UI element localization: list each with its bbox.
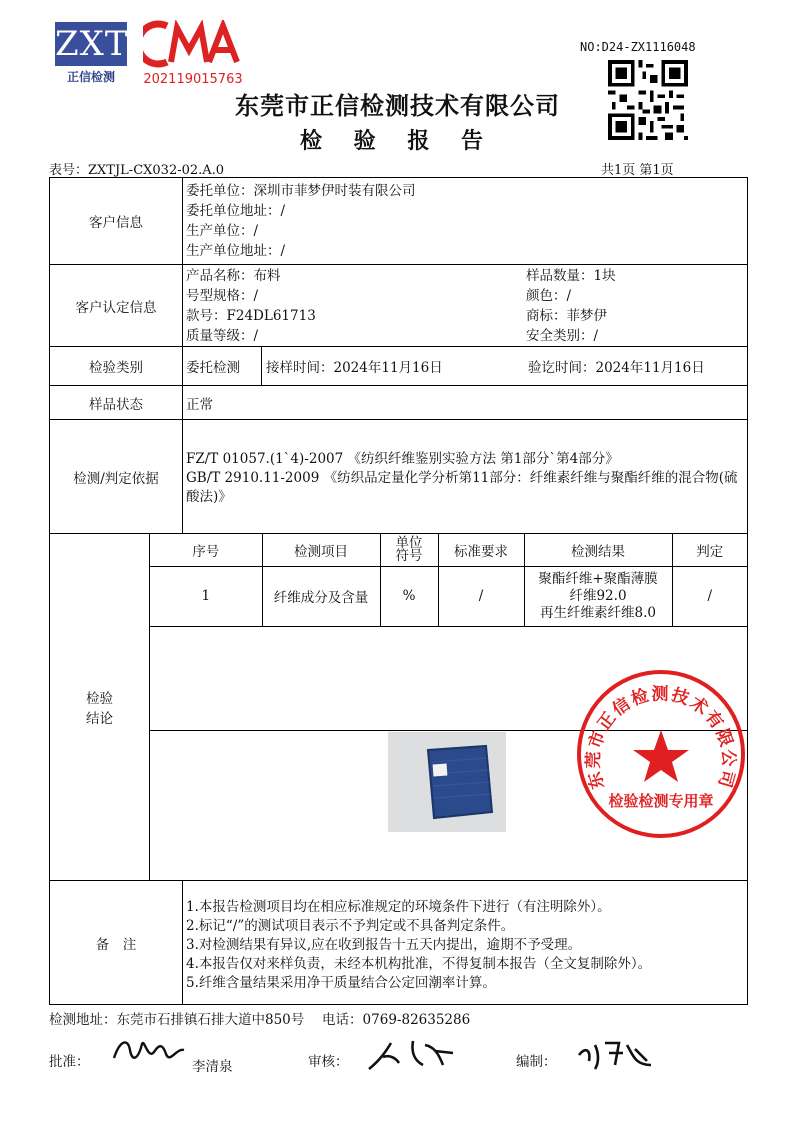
official-seal — [575, 668, 747, 840]
product-line: 安全类别：/ — [526, 327, 599, 344]
report-title: 检 验 报 告 — [300, 128, 495, 154]
remarks-text — [183, 881, 748, 1005]
header-result: 检测结果 — [524, 534, 672, 566]
result-judge: / — [672, 566, 747, 626]
remark-line: 5.纤维含量结果采用净干质量结合公定回潮率计算。 — [186, 975, 496, 991]
basis-row — [50, 420, 748, 534]
compile-label: 编制： — [516, 1054, 557, 1070]
approver-name: 李清泉 — [192, 1059, 233, 1075]
client-line: 委托单位：深圳市菲梦伊时装有限公司 — [186, 183, 416, 199]
reviewer-signature — [365, 1035, 465, 1079]
product-line: 商标：菲梦伊 — [526, 307, 607, 324]
product-line: 质量等级：/ — [186, 327, 259, 344]
result-item: 纤维成分及含量 — [262, 566, 380, 626]
basis-text — [183, 420, 748, 534]
inspection-type-row — [50, 347, 748, 386]
result-value — [524, 566, 672, 626]
seal-ring-text: 东莞市正信检测技术有限公司 — [583, 684, 739, 792]
remark-line: 4.本报告仅对来样负责，未经本机构批准，不得复制本报告（全文复制除外）。 — [186, 956, 652, 972]
zxt-logo-subtext: 正信检测 — [66, 70, 115, 84]
inspection-type-value: 委托检测 — [183, 347, 262, 385]
remark-line: 2.标记“/”的测试项目表示不予判定或不具备判定条件。 — [186, 918, 515, 934]
cma-logo — [143, 20, 243, 86]
report-number: NO:D24-ZX1116048 — [580, 40, 696, 54]
remarks-label: 备 注 — [50, 881, 183, 1005]
result-line: 纤维92.0 — [569, 587, 627, 604]
company-name: 东莞市正信检测技术有限公司 — [235, 91, 560, 120]
header-seq: 序号 — [150, 534, 262, 566]
zxt-logo — [55, 22, 127, 84]
header-unit-line: 符号 — [395, 547, 423, 564]
completed-date: 验讫时间：2024年11月16日 — [528, 360, 705, 376]
sample-state-row — [50, 386, 748, 420]
cma-mark-icon — [143, 20, 243, 68]
sample-state-label: 样品状态 — [50, 386, 183, 420]
conclusion-label-line: 检验 — [86, 691, 113, 707]
fabric-sample-image — [388, 732, 506, 832]
basis-line: GB/T 2910.11-2009 《纺织品定量化学分析第11部分：纤维素纤维与聚酯纤维的混合物(硫酸法)》 — [186, 470, 738, 505]
cma-number: 202119015763 — [143, 72, 243, 87]
result-seq: 1 — [150, 566, 262, 626]
client-line: 生产单位地址：/ — [186, 243, 286, 259]
seal-bottom-text: 检验检测专用章 — [608, 792, 714, 810]
basis-line: FZ/T 01057.(1`4)-2007 《纺织纤维鉴别实验方法 第1部分`第4部分》 — [186, 451, 619, 467]
header-judge: 判定 — [672, 534, 747, 566]
header-unit — [380, 534, 438, 566]
product-line: 产品名称：布料 — [186, 267, 281, 284]
basis-label: 检测/判定依据 — [50, 420, 183, 534]
client-row — [50, 178, 748, 265]
results-table — [150, 534, 747, 627]
remark-line: 1.本报告检测项目均在相应标准规定的环境条件下进行（有注明除外）。 — [186, 899, 611, 915]
conclusion-label-line: 结论 — [86, 711, 113, 727]
product-row — [50, 265, 748, 347]
result-line: 再生纤维素纤维8.0 — [540, 604, 656, 621]
review-label: 审核： — [308, 1054, 349, 1070]
approver-signature — [110, 1030, 190, 1074]
product-line: 颜色：/ — [526, 287, 572, 304]
header-standard: 标准要求 — [438, 534, 524, 566]
product-line: 款号：F24DL61713 — [186, 307, 316, 324]
test-address: 检测地址：东莞市石排镇石排大道中850号 电话：0769-82635286 — [49, 1012, 471, 1028]
client-info — [183, 178, 748, 265]
result-line: 聚酯纤维+聚酯薄膜 — [538, 570, 658, 587]
result-unit: % — [380, 566, 438, 626]
approve-label: 批准： — [49, 1054, 90, 1070]
conclusion-label — [50, 534, 150, 880]
compiler-signature — [575, 1035, 655, 1079]
product-line: 号型规格：/ — [186, 287, 259, 304]
zxt-logo-text: ZXT — [55, 24, 129, 64]
header-item: 检测项目 — [262, 534, 380, 566]
report-table — [49, 177, 748, 1005]
product-line: 样品数量：1块 — [526, 267, 616, 284]
client-line: 生产单位：/ — [186, 223, 259, 239]
product-info — [183, 265, 748, 347]
inspection-type-label: 检验类别 — [50, 347, 183, 386]
received-date: 接样时间：2024年11月16日 — [266, 360, 443, 376]
form-number: 表号：ZXTJL-CX032-02.A.0 — [49, 163, 225, 178]
client-line: 委托单位地址：/ — [186, 203, 286, 219]
client-label: 客户信息 — [50, 178, 183, 265]
page-info: 共1页 第1页 — [601, 163, 674, 178]
remark-line: 3.对检测结果有异议,应在收到报告十五天内提出，逾期不予受理。 — [186, 937, 582, 953]
result-row — [150, 566, 747, 626]
product-label: 客户认定信息 — [50, 265, 183, 347]
result-standard: / — [438, 566, 524, 626]
header-unit-line: 单位 — [395, 534, 423, 551]
remarks-row — [50, 881, 748, 1005]
sample-state-value: 正常 — [183, 386, 748, 420]
